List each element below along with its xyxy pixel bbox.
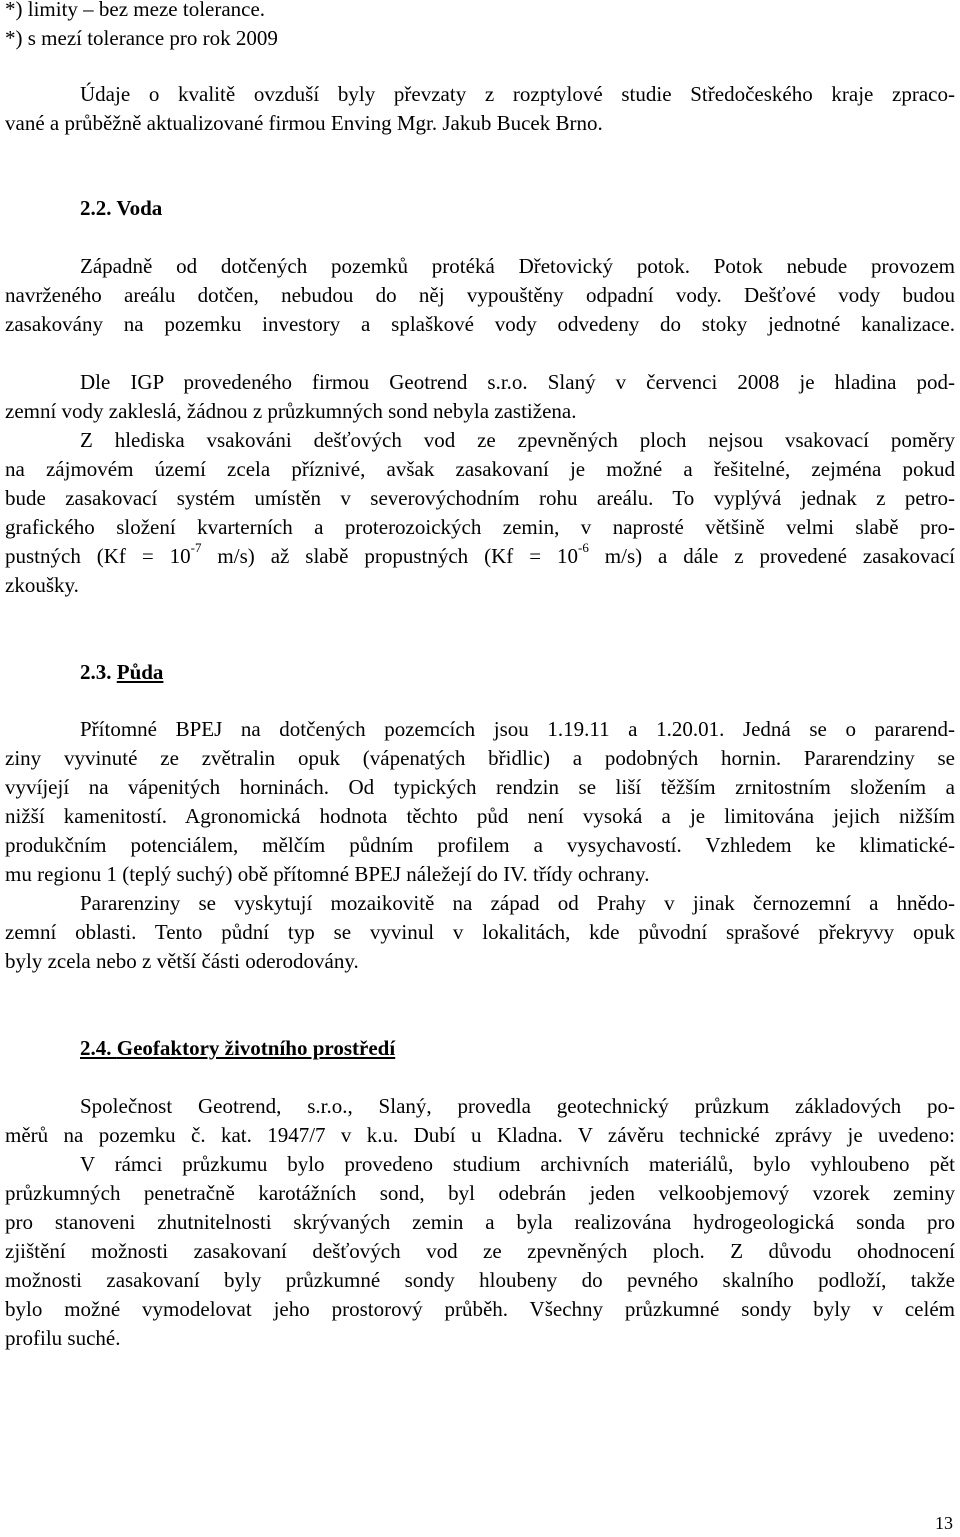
- paragraph-line: Přítomné BPEJ na dotčených pozemcích jsou 1.19.11 a 1.20.01. Jedná se o pararend-: [80, 717, 955, 741]
- note-tolerance: *) s mezí tolerance pro rok 2009: [5, 26, 278, 50]
- paragraph-line: vyvíjejí na vápenitých horninách. Od typických rendzin se liší těžším zrnitostním složením a: [5, 775, 955, 799]
- text-run: m/s) a dále z provedené zasakovací: [588, 544, 955, 568]
- paragraph-line: mu regionu 1 (teplý suchý) obě přítomné BPEJ náležejí do IV. třídy ochrany.: [5, 862, 650, 886]
- paragraph-line: grafického složení kvarterních a proterozoických zemin, v naprosté většině velmi slabě pro-: [5, 515, 955, 539]
- paragraph-line: byly zcela nebo z větší části oderodovány.: [5, 949, 359, 973]
- paragraph-line: bylo možné vymodelovat jeho prostorový průběh. Všechny průzkumné sondy byly v celém: [5, 1297, 955, 1321]
- paragraph-line: navrženého areálu dotčen, nebudou do něj vypouštěny odpadní vody. Dešťové vody budou: [5, 283, 955, 307]
- page-number: 13: [935, 1513, 953, 1533]
- paragraph-line: produkčním potenciálem, mělčím půdním profilem a vysychavostí. Vzhledem ke klimatické-: [5, 833, 955, 857]
- section-number: 2.4.: [80, 1036, 112, 1060]
- section-number: 2.3.: [80, 660, 112, 684]
- text-run: m/s) až slabě propustných (Kf = 10: [201, 544, 578, 568]
- paragraph-line: ziny vyvinuté ze zvětralin opuk (vápenatých břidlic) a podobných hornin. Pararendziny se: [5, 746, 955, 770]
- paragraph-line: pro stanoveni zhutnitelnosti skrývaných zemin a byla realizována hydrogeologická sonda pro: [5, 1210, 955, 1234]
- exponent: -6: [578, 540, 589, 555]
- text-run: pustných (Kf = 10: [5, 544, 191, 568]
- note-limits: *) limity – bez meze tolerance.: [5, 0, 266, 21]
- paragraph-line: průzkumných penetračně karotážních sond, byl odebrán jeden velkoobjemový vzorek zeminy: [5, 1181, 955, 1205]
- paragraph-line: Údaje o kvalitě ovzduší byly převzaty z rozptylové studie Středočeského kraje zpraco-: [80, 82, 955, 106]
- paragraph-line: vané a průběžně aktualizované firmou Enving Mgr. Jakub Bucek Brno.: [5, 111, 603, 135]
- paragraph-line: V rámci průzkumu bylo provedeno studium archivních materiálů, bylo vyhloubeno pět: [80, 1152, 955, 1176]
- exponent: -7: [190, 540, 202, 555]
- paragraph-line: zasakovány na pozemku investory a splaškové vody odvedeny do stoky jednotné kanalizace.: [5, 312, 955, 336]
- paragraph-line: zemní vody zakleslá, žádnou z průzkumných sond nebyla zastižena.: [5, 399, 577, 423]
- section-title: Voda: [116, 196, 163, 220]
- paragraph-line: nižší kamenitostí. Agronomická hodnota těchto půd není vysoká a je limitována jejich nižším: [5, 804, 955, 828]
- paragraph-line: Západně od dotčených pozemků protéká Dřetovický potok. Potok nebude provozem: [80, 254, 955, 278]
- section-title: Geofaktory životního prostředí: [116, 1036, 396, 1060]
- paragraph-line: možnosti zasakovaní byly průzkumné sondy hloubeny do pevného skalního podloží, takže: [5, 1268, 955, 1292]
- section-number: 2.2.: [80, 196, 112, 220]
- paragraph-line: zjištění možnosti zasakovaní dešťových vod ze zpevněných ploch. Z důvodu ohodnocení: [5, 1239, 955, 1263]
- section-title: Půda: [116, 660, 164, 684]
- paragraph-line: bude zasakovací systém umístěn v severovýchodním rohu areálu. To vyplývá jednak z petro-: [5, 486, 955, 510]
- paragraph-line: zemní oblasti. Tento půdní typ se vyvinul v lokalitách, kde původní sprašové překryvy opuk: [5, 920, 955, 944]
- section-heading-voda: [80, 194, 162, 223]
- paragraph-line: Společnost Geotrend, s.r.o., Slaný, provedla geotechnický průzkum základových po-: [80, 1094, 955, 1118]
- paragraph-line: Dle IGP provedeného firmou Geotrend s.r.o. Slaný v červenci 2008 je hladina pod-: [80, 370, 955, 394]
- paragraph-line: profilu suché.: [5, 1326, 121, 1350]
- section-heading-puda: [80, 658, 163, 687]
- section-heading-geofaktory: [80, 1034, 395, 1063]
- paragraph-line: měrů na pozemku č. kat. 1947/7 v k.u. Dubí u Kladna. V závěru technické zprávy je uvedeno:: [5, 1123, 955, 1147]
- paragraph-line: zkoušky.: [5, 573, 79, 597]
- paragraph-line: Pararenziny se vyskytují mozaikovitě na západ od Prahy v jinak černozemní a hnědo-: [80, 891, 955, 915]
- paragraph-line-permeability: [5, 542, 955, 571]
- paragraph-line: Z hlediska vsakováni dešťových vod ze zpevněných ploch nejsou vsakovací poměry: [80, 428, 955, 452]
- paragraph-line: na zájmovém území zcela příznivé, avšak zasakovaní je možné a řešitelné, zejména pokud: [5, 457, 955, 481]
